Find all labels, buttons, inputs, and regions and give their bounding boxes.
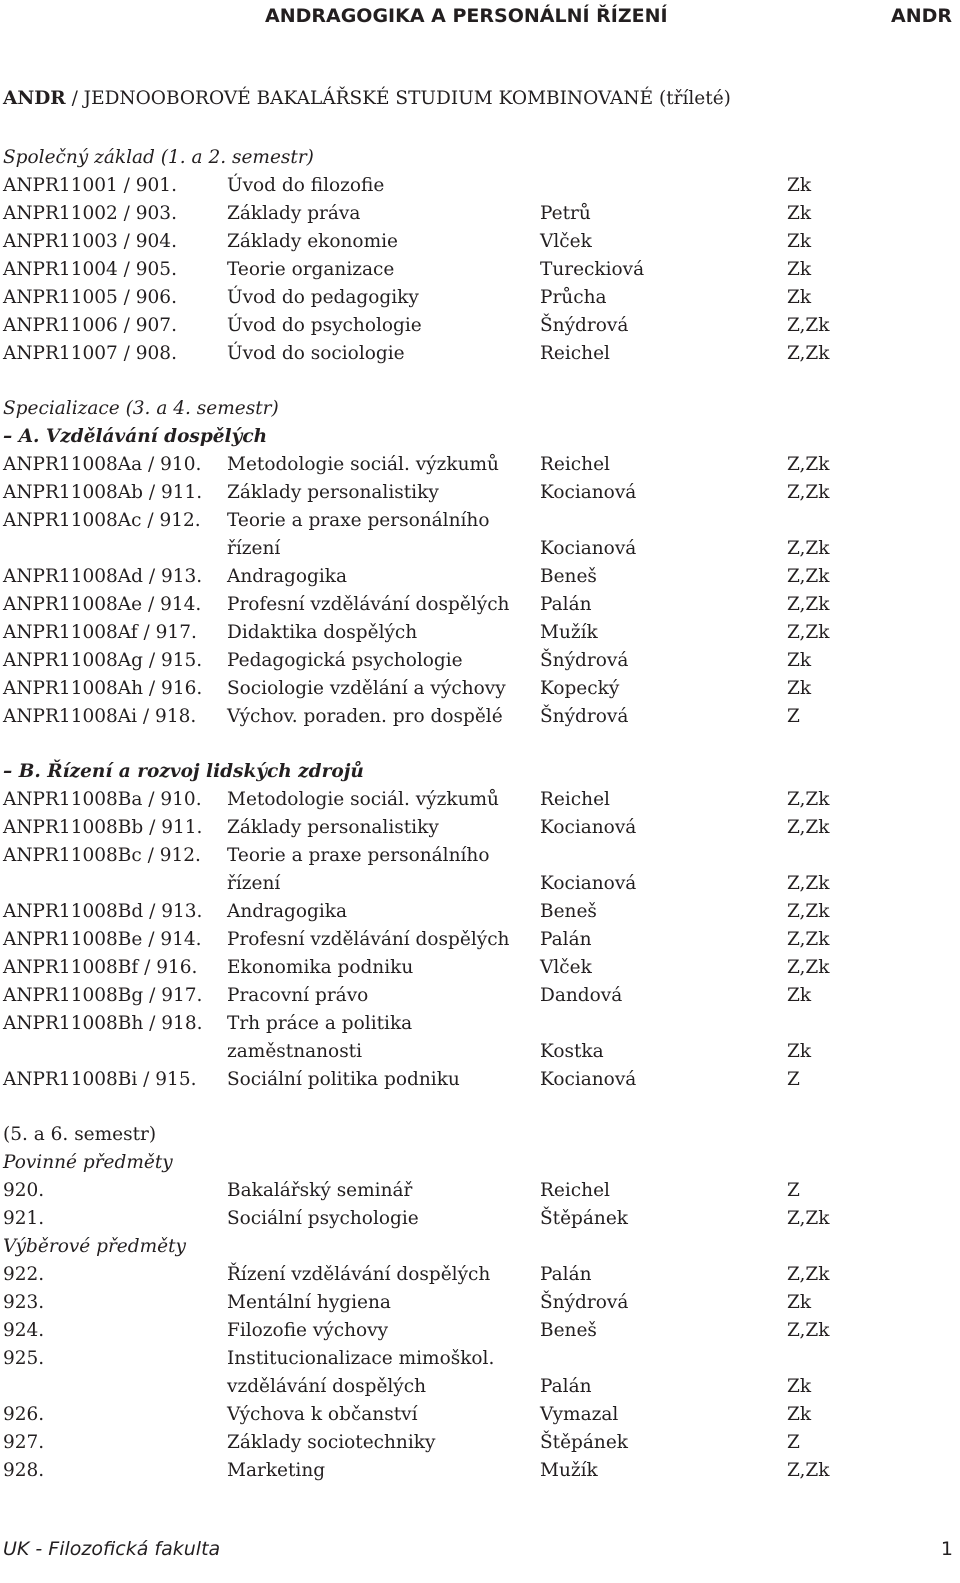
course-code: 928. xyxy=(3,1460,45,1481)
course-teacher: Palán xyxy=(540,594,592,615)
page-number: 1 xyxy=(940,1538,953,1560)
course-exam: Z,Zk xyxy=(787,343,830,364)
course-exam: Zk xyxy=(787,1404,812,1425)
course-exam: Z,Zk xyxy=(787,482,830,503)
course-exam: Z xyxy=(787,1432,800,1453)
course-row xyxy=(3,954,953,982)
course-row xyxy=(3,1289,953,1317)
header-title: ANDRAGOGIKA A PERSONÁLNÍ ŘÍZENÍ xyxy=(265,5,668,27)
course-exam: Z,Zk xyxy=(787,538,830,559)
course-name-line: Úvod do sociologie xyxy=(227,343,405,364)
course-teacher: Štěpánek xyxy=(540,1208,629,1229)
course-name xyxy=(227,898,347,926)
course-name xyxy=(227,1261,490,1289)
course-code: 920. xyxy=(3,1180,45,1201)
course-name xyxy=(227,1010,412,1066)
course-name-line: Teorie organizace xyxy=(227,259,395,280)
course-teacher: Dandová xyxy=(540,985,623,1006)
course-row xyxy=(3,1345,953,1401)
course-name-line: Úvod do psychologie xyxy=(227,315,422,336)
course-name-line: řízení xyxy=(227,538,281,559)
course-name xyxy=(227,1429,435,1457)
course-row xyxy=(3,982,953,1010)
course-teacher: Mužík xyxy=(540,1460,598,1481)
course-name-line: Pedagogická psychologie xyxy=(227,650,463,671)
course-row xyxy=(3,228,953,256)
course-name xyxy=(227,451,499,479)
course-code: ANPR11008Af / 917. xyxy=(3,622,197,643)
course-code: 923. xyxy=(3,1292,45,1313)
course-name xyxy=(227,228,398,256)
course-name-line: Základy práva xyxy=(227,203,361,224)
course-teacher: Kocianová xyxy=(540,538,637,559)
course-row xyxy=(3,200,953,228)
course-exam: Z,Zk xyxy=(787,454,830,475)
course-exam: Zk xyxy=(787,259,812,280)
course-name-line: Didaktika dospělých xyxy=(227,622,418,643)
course-teacher: Vlček xyxy=(540,231,592,252)
course-list xyxy=(3,144,953,1485)
course-code: ANPR11001 / 901. xyxy=(3,175,177,196)
mandatory-label: Povinné předměty xyxy=(3,1152,173,1173)
course-row xyxy=(3,898,953,926)
course-teacher: Beneš xyxy=(540,566,597,587)
course-exam: Zk xyxy=(787,231,812,252)
course-teacher: Reichel xyxy=(540,343,610,364)
course-name-line: Základy sociotechniky xyxy=(227,1432,436,1453)
course-name-line: Základy personalistiky xyxy=(227,482,439,503)
course-name-line: Výchov. poraden. pro dospělé xyxy=(227,706,503,727)
course-row xyxy=(3,507,953,563)
course-name-line: Bakalářský seminář xyxy=(227,1180,413,1201)
course-exam: Z,Zk xyxy=(787,901,830,922)
course-name-line: Profesní vzdělávání dospělých xyxy=(227,594,510,615)
course-exam: Z,Zk xyxy=(787,873,830,894)
course-teacher: Tureckiová xyxy=(540,259,645,280)
course-code: ANPR11008Aa / 910. xyxy=(3,454,202,475)
course-exam: Zk xyxy=(787,985,812,1006)
course-row xyxy=(3,591,953,619)
course-exam: Z xyxy=(787,706,800,727)
course-row xyxy=(3,479,953,507)
course-name xyxy=(227,312,422,340)
course-row xyxy=(3,703,953,731)
course-exam: Z,Zk xyxy=(787,1264,830,1285)
subsection-b-rows xyxy=(3,786,953,1094)
course-name xyxy=(227,200,360,228)
course-code: ANPR11005 / 906. xyxy=(3,287,177,308)
course-teacher: Vymazal xyxy=(540,1404,619,1425)
course-exam: Z,Zk xyxy=(787,1320,830,1341)
course-teacher: Vlček xyxy=(540,957,592,978)
course-exam: Z,Zk xyxy=(787,622,830,643)
course-code: ANPR11003 / 904. xyxy=(3,231,177,252)
course-row xyxy=(3,814,953,842)
course-teacher: Kocianová xyxy=(540,873,637,894)
section-common-rows xyxy=(3,172,953,368)
course-name-line: Marketing xyxy=(227,1460,326,1481)
course-name xyxy=(227,982,368,1010)
course-code: 921. xyxy=(3,1208,45,1229)
course-name xyxy=(227,1401,418,1429)
course-row xyxy=(3,675,953,703)
course-code: ANPR11008Ag / 915. xyxy=(3,650,203,671)
course-exam: Zk xyxy=(787,203,812,224)
course-name xyxy=(227,563,347,591)
course-exam: Z,Zk xyxy=(787,789,830,810)
course-code: ANPR11008Ac / 912. xyxy=(3,510,201,531)
course-name-line: řízení xyxy=(227,873,281,894)
course-teacher: Petrů xyxy=(540,203,591,224)
course-row xyxy=(3,1205,953,1233)
course-exam: Zk xyxy=(787,650,812,671)
elective-label: Výběrové předměty xyxy=(3,1236,186,1257)
course-exam: Zk xyxy=(787,287,812,308)
course-name xyxy=(227,1317,388,1345)
course-row xyxy=(3,284,953,312)
course-name-line: Řízení vzdělávání dospělých xyxy=(227,1264,491,1285)
course-name xyxy=(227,786,499,814)
course-exam: Z,Zk xyxy=(787,566,830,587)
course-code: ANPR11008Bf / 916. xyxy=(3,957,198,978)
course-teacher: Reichel xyxy=(540,789,610,810)
course-name xyxy=(227,926,509,954)
subsection-a-label: – A. Vzdělávání dospělých xyxy=(3,426,268,447)
course-row xyxy=(3,340,953,368)
course-name-line: Profesní vzdělávání dospělých xyxy=(227,929,510,950)
course-row xyxy=(3,926,953,954)
program-heading xyxy=(3,88,731,109)
course-name-line: Teorie a praxe personálního xyxy=(227,845,490,866)
course-teacher: Šnýdrová xyxy=(540,1292,629,1313)
course-name xyxy=(227,172,384,200)
course-teacher: Kostka xyxy=(540,1041,604,1062)
course-row xyxy=(3,786,953,814)
course-code: ANPR11007 / 908. xyxy=(3,343,177,364)
course-row xyxy=(3,256,953,284)
course-name-line: Sociální politika podniku xyxy=(227,1069,460,1090)
course-row xyxy=(3,1317,953,1345)
course-code: ANPR11008Ae / 914. xyxy=(3,594,202,615)
course-exam: Zk xyxy=(787,1041,812,1062)
course-row xyxy=(3,1261,953,1289)
course-name-line: Sociologie vzdělání a výchovy xyxy=(227,678,506,699)
course-row xyxy=(3,172,953,200)
course-name-line: Institucionalizace mimoškol. xyxy=(227,1348,495,1369)
section-label-specialization: Specializace (3. a 4. semestr) xyxy=(3,398,279,419)
course-teacher: Palán xyxy=(540,1264,592,1285)
course-code: ANPR11006 / 907. xyxy=(3,315,177,336)
course-teacher: Palán xyxy=(540,929,592,950)
course-name xyxy=(227,507,489,563)
course-code: 926. xyxy=(3,1404,45,1425)
course-code: 922. xyxy=(3,1264,45,1285)
course-name xyxy=(227,1457,325,1485)
course-teacher: Kocianová xyxy=(540,817,637,838)
course-exam: Z xyxy=(787,1180,800,1201)
course-name-line: Výchova k občanství xyxy=(227,1404,418,1425)
course-exam: Z,Zk xyxy=(787,957,830,978)
course-row xyxy=(3,1429,953,1457)
course-name xyxy=(227,1345,494,1401)
course-name xyxy=(227,1289,391,1317)
course-exam: Zk xyxy=(787,1292,812,1313)
course-teacher: Reichel xyxy=(540,454,610,475)
course-exam: Zk xyxy=(787,175,812,196)
course-name xyxy=(227,479,439,507)
course-exam: Z,Zk xyxy=(787,594,830,615)
course-row xyxy=(3,1457,953,1485)
course-teacher: Kocianová xyxy=(540,1069,637,1090)
course-name-line: Trh práce a politika xyxy=(227,1013,413,1034)
course-exam: Zk xyxy=(787,1376,812,1397)
course-teacher: Štěpánek xyxy=(540,1432,629,1453)
subsection-a-rows xyxy=(3,451,953,731)
course-name-line: vzdělávání dospělých xyxy=(227,1376,427,1397)
course-name-line: Mentální hygiena xyxy=(227,1292,391,1313)
course-name xyxy=(227,954,413,982)
course-code: ANPR11008Bc / 912. xyxy=(3,845,201,866)
course-name-line: Základy personalistiky xyxy=(227,817,439,838)
course-name-line: Andragogika xyxy=(227,901,347,922)
course-name xyxy=(227,284,419,312)
course-name xyxy=(227,1205,419,1233)
course-name xyxy=(227,591,509,619)
course-name-line: Základy ekonomie xyxy=(227,231,398,252)
course-code: 927. xyxy=(3,1432,45,1453)
course-exam: Zk xyxy=(787,678,812,699)
program-title: / JEDNOOBOROVÉ BAKALÁŘSKÉ STUDIUM KOMBINOVANÉ (tříleté) xyxy=(65,88,731,109)
course-name xyxy=(227,703,503,731)
course-row xyxy=(3,842,953,898)
course-teacher: Beneš xyxy=(540,901,597,922)
course-code: ANPR11008Bb / 911. xyxy=(3,817,203,838)
course-row xyxy=(3,1177,953,1205)
course-code: ANPR11008Bg / 917. xyxy=(3,985,203,1006)
course-teacher: Šnýdrová xyxy=(540,706,629,727)
course-row xyxy=(3,1066,953,1094)
course-exam: Z,Zk xyxy=(787,1208,830,1229)
course-name-line: Úvod do filozofie xyxy=(227,175,385,196)
course-name xyxy=(227,647,463,675)
course-code: ANPR11008Bi / 915. xyxy=(3,1069,197,1090)
course-exam: Z,Zk xyxy=(787,929,830,950)
course-row xyxy=(3,312,953,340)
course-name-line: Metodologie sociál. výzkumů xyxy=(227,454,499,475)
course-teacher: Kopecký xyxy=(540,678,620,699)
course-name xyxy=(227,814,439,842)
program-code: ANDR xyxy=(3,88,66,109)
course-teacher: Mužík xyxy=(540,622,598,643)
course-name xyxy=(227,842,489,898)
course-row xyxy=(3,619,953,647)
course-code: ANPR11002 / 903. xyxy=(3,203,177,224)
course-row xyxy=(3,1010,953,1066)
course-teacher: Beneš xyxy=(540,1320,597,1341)
course-code: ANPR11004 / 905. xyxy=(3,259,177,280)
header-code: ANDR xyxy=(890,5,952,27)
footer-faculty: UK - Filozofická fakulta xyxy=(3,1538,221,1560)
course-name-line: Andragogika xyxy=(227,566,347,587)
elective-rows xyxy=(3,1261,953,1485)
page-footer xyxy=(3,1538,953,1568)
course-teacher: Reichel xyxy=(540,1180,610,1201)
course-exam: Z,Zk xyxy=(787,315,830,336)
course-name-line: Filozofie výchovy xyxy=(227,1320,389,1341)
course-name-line: Pracovní právo xyxy=(227,985,369,1006)
course-exam: Z,Zk xyxy=(787,1460,830,1481)
mandatory-rows xyxy=(3,1177,953,1233)
course-name-line: Teorie a praxe personálního xyxy=(227,510,490,531)
course-name xyxy=(227,619,417,647)
course-name-line: Metodologie sociál. výzkumů xyxy=(227,789,499,810)
course-teacher: Šnýdrová xyxy=(540,650,629,671)
course-code: ANPR11008Ab / 911. xyxy=(3,482,203,503)
course-name-line: Sociální psychologie xyxy=(227,1208,419,1229)
course-row xyxy=(3,647,953,675)
page-header xyxy=(0,3,960,33)
section-label-common: Společný základ (1. a 2. semestr) xyxy=(3,147,314,168)
course-teacher: Palán xyxy=(540,1376,592,1397)
course-code: ANPR11008Be / 914. xyxy=(3,929,202,950)
course-name xyxy=(227,675,506,703)
course-teacher: Šnýdrová xyxy=(540,315,629,336)
course-row xyxy=(3,1401,953,1429)
course-code: ANPR11008Ai / 918. xyxy=(3,706,197,727)
course-name-line: Ekonomika podniku xyxy=(227,957,414,978)
course-code: ANPR11008Ah / 916. xyxy=(3,678,203,699)
course-code: ANPR11008Bh / 918. xyxy=(3,1013,203,1034)
course-row xyxy=(3,451,953,479)
course-code: 925. xyxy=(3,1348,45,1369)
course-name xyxy=(227,256,394,284)
course-name xyxy=(227,1066,460,1094)
course-name xyxy=(227,340,405,368)
course-exam: Z xyxy=(787,1069,800,1090)
course-name xyxy=(227,1177,412,1205)
course-name-line: zaměstnanosti xyxy=(227,1041,363,1062)
course-code: ANPR11008Ad / 913. xyxy=(3,566,203,587)
course-row xyxy=(3,563,953,591)
course-name-line: Úvod do pedagogiky xyxy=(227,287,419,308)
course-teacher: Kocianová xyxy=(540,482,637,503)
course-exam: Z,Zk xyxy=(787,817,830,838)
course-code: 924. xyxy=(3,1320,45,1341)
subsection-b-label: – B. Řízení a rozvoj lidských zdrojů xyxy=(3,761,364,782)
course-code: ANPR11008Bd / 913. xyxy=(3,901,203,922)
course-teacher: Průcha xyxy=(540,287,607,308)
section-label-semester-5-6: (5. a 6. semestr) xyxy=(3,1124,157,1145)
course-code: ANPR11008Ba / 910. xyxy=(3,789,202,810)
